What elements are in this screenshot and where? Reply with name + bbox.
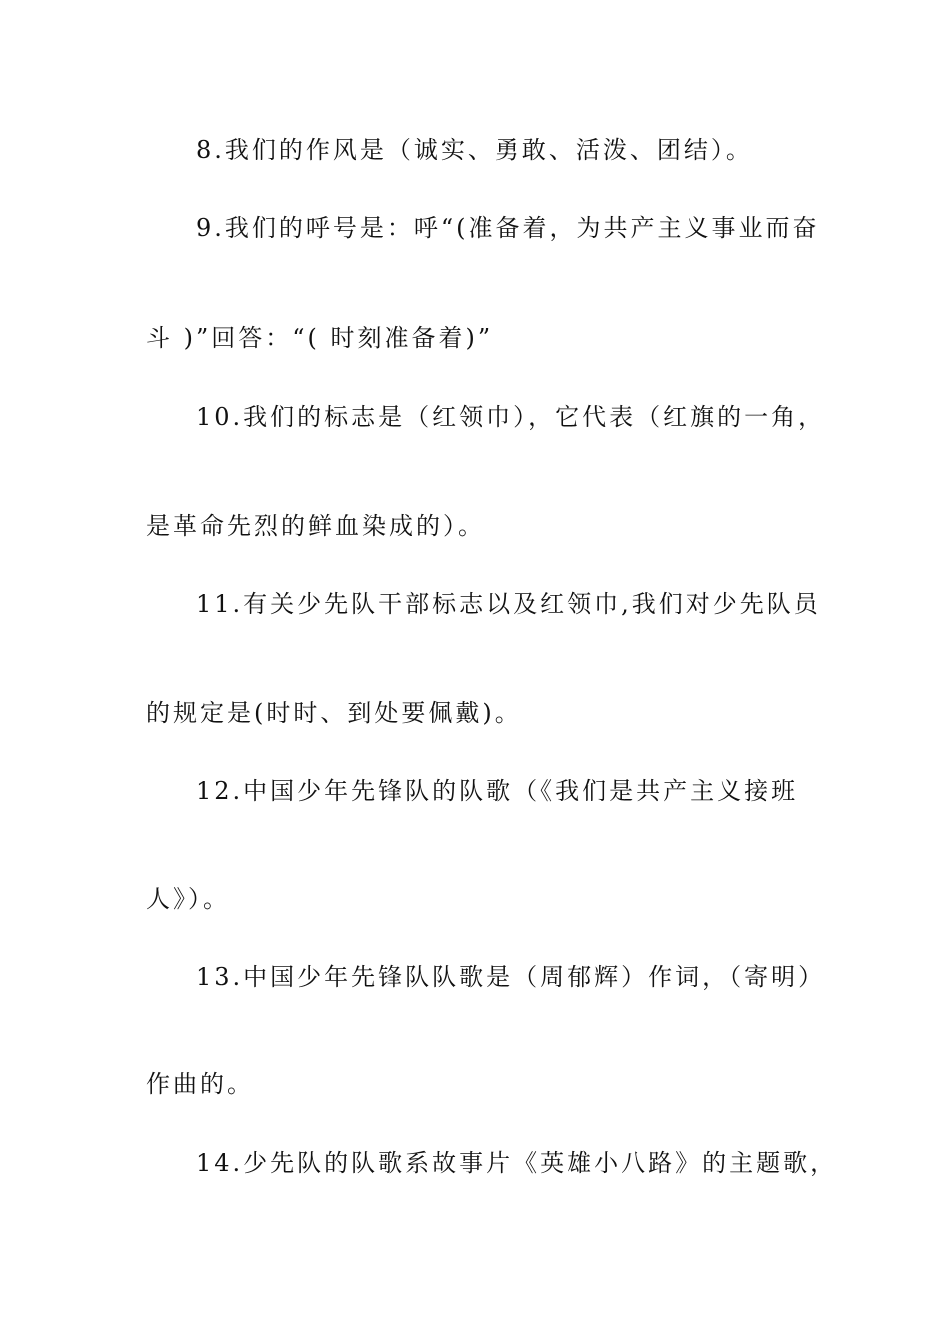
paragraph-13-line-2: 作曲的。: [146, 1070, 254, 1098]
paragraph-10-line-1: 10.我们的标志是（红领巾），它代表（红旗的一角，: [196, 403, 826, 431]
paragraph-11-line-2: 的规定是(时时、到处要佩戴)。: [146, 699, 522, 727]
paragraph-8-line-1: 8.我们的作风是（诚实、勇敢、活泼、团结）。: [196, 136, 753, 164]
paragraph-14-line-1: 14.少先队的队歌系故事片《英雄小八路》的主题歌，: [196, 1149, 838, 1177]
paragraph-12-line-1: 12.中国少年先锋队的队歌（《我们是共产主义接班: [196, 777, 799, 805]
paragraph-9-line-2: 斗 )”回答：“( 时刻准备着)”: [146, 324, 494, 352]
paragraph-13-line-1: 13.中国少年先锋队队歌是（周郁辉）作词，（寄明）: [196, 963, 826, 991]
paragraph-10-line-2: 是革命先烈的鲜血染成的）。: [146, 512, 485, 540]
paragraph-9-line-1: 9.我们的呼号是：呼“(准备着，为共产主义事业而奋: [196, 214, 820, 242]
paragraph-11-line-1: 11.有关少先队干部标志以及红领巾,我们对少先队员: [196, 590, 821, 618]
paragraph-12-line-2: 人》）。: [146, 885, 230, 913]
